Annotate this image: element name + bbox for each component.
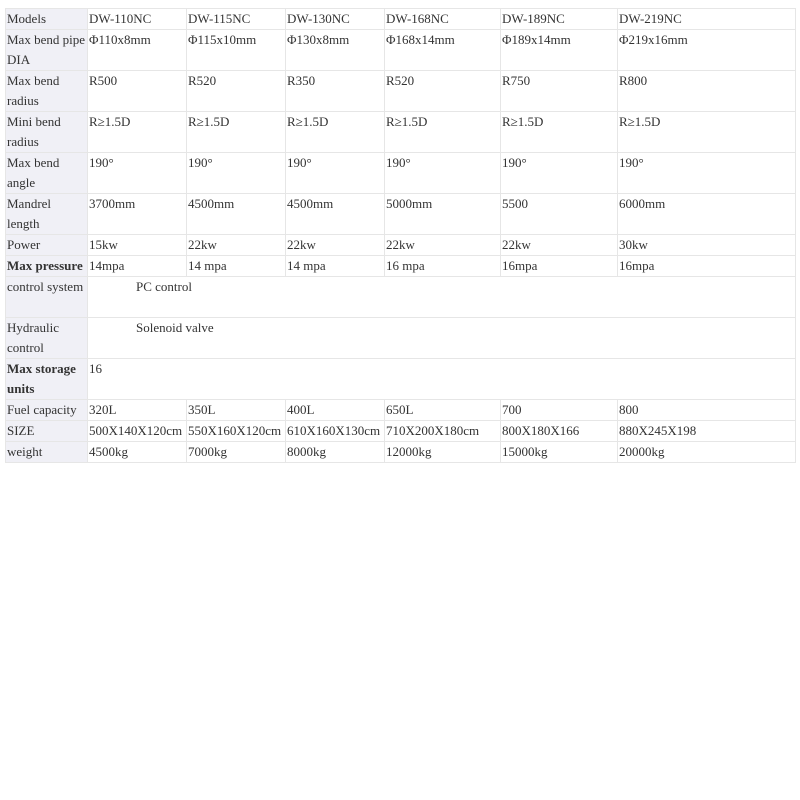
spec-table	[5, 8, 796, 463]
row-label-pressure: Max pressure	[6, 256, 88, 277]
row-label-mandrel: Mandrel length	[6, 194, 88, 235]
cell-pressure: 16mpa	[501, 256, 618, 277]
cell-weight: 4500kg	[88, 442, 187, 463]
cell-bend-radius: R800	[618, 71, 796, 112]
table-row-pressure	[6, 256, 796, 277]
table-row-power	[6, 235, 796, 256]
cell-mini-radius: R≥1.5D	[501, 112, 618, 153]
table-row-models	[6, 9, 796, 30]
cell-power: 22kw	[187, 235, 286, 256]
cell-mandrel: 5500	[501, 194, 618, 235]
cell-pipe-dia: Φ115x10mm	[187, 30, 286, 71]
cell-size: 500X140X120cm	[88, 421, 187, 442]
cell-mandrel: 3700mm	[88, 194, 187, 235]
cell-weight: 7000kg	[187, 442, 286, 463]
cell-power: 30kw	[618, 235, 796, 256]
table-row-bend-angle	[6, 153, 796, 194]
row-label-bend-angle: Max bend angle	[6, 153, 88, 194]
cell-bend-angle: 190°	[501, 153, 618, 194]
cell-size: 610X160X130cm	[286, 421, 385, 442]
cell-bend-angle: 190°	[618, 153, 796, 194]
cell-fuel: 800	[618, 400, 796, 421]
cell-bend-radius: R520	[187, 71, 286, 112]
cell-pressure: 14 mpa	[286, 256, 385, 277]
cell-mini-radius: R≥1.5D	[187, 112, 286, 153]
cell-pressure: 14 mpa	[187, 256, 286, 277]
row-label-fuel: Fuel capacity	[6, 400, 88, 421]
cell-fuel: 320L	[88, 400, 187, 421]
table-row-bend-radius	[6, 71, 796, 112]
cell-fuel: 700	[501, 400, 618, 421]
cell-power: 22kw	[385, 235, 501, 256]
cell-bend-radius: R350	[286, 71, 385, 112]
cell-fuel: 400L	[286, 400, 385, 421]
table-row-pipe-dia	[6, 30, 796, 71]
cell-weight: 12000kg	[385, 442, 501, 463]
cell-mandrel: 4500mm	[286, 194, 385, 235]
row-label-control: control system	[6, 277, 88, 318]
row-label-power: Power	[6, 235, 88, 256]
table-row-size	[6, 421, 796, 442]
row-label-models: Models	[6, 9, 88, 30]
cell-size: 550X160X120cm	[187, 421, 286, 442]
cell-bend-angle: 190°	[187, 153, 286, 194]
cell-model: DW-115NC	[187, 9, 286, 30]
cell-hydraulic: Solenoid valve	[88, 318, 796, 359]
table-row-mini-radius	[6, 112, 796, 153]
cell-mandrel: 6000mm	[618, 194, 796, 235]
cell-bend-radius: R500	[88, 71, 187, 112]
row-label-weight: weight	[6, 442, 88, 463]
row-label-hydraulic: Hydraulic control	[6, 318, 88, 359]
cell-power: 22kw	[286, 235, 385, 256]
row-label-mini-radius: Mini bend radius	[6, 112, 88, 153]
cell-fuel: 350L	[187, 400, 286, 421]
row-label-storage: Max storage units	[6, 359, 88, 400]
row-label-size: SIZE	[6, 421, 88, 442]
cell-pipe-dia: Φ168x14mm	[385, 30, 501, 71]
cell-weight: 8000kg	[286, 442, 385, 463]
cell-model: DW-189NC	[501, 9, 618, 30]
cell-storage: 16	[88, 359, 796, 400]
cell-size: 710X200X180cm	[385, 421, 501, 442]
cell-pipe-dia: Φ110x8mm	[88, 30, 187, 71]
cell-bend-radius: R520	[385, 71, 501, 112]
cell-pressure: 16 mpa	[385, 256, 501, 277]
table-row-mandrel	[6, 194, 796, 235]
cell-bend-radius: R750	[501, 71, 618, 112]
cell-pipe-dia: Φ189x14mm	[501, 30, 618, 71]
cell-mini-radius: R≥1.5D	[286, 112, 385, 153]
table-row-control	[6, 277, 796, 318]
cell-model: DW-110NC	[88, 9, 187, 30]
cell-pressure: 14mpa	[88, 256, 187, 277]
row-label-bend-radius: Max bend radius	[6, 71, 88, 112]
cell-size: 800X180X166	[501, 421, 618, 442]
cell-pressure: 16mpa	[618, 256, 796, 277]
cell-power: 15kw	[88, 235, 187, 256]
cell-mini-radius: R≥1.5D	[385, 112, 501, 153]
row-label-pipe-dia: Max bend pipe DIA	[6, 30, 88, 71]
table-row-hydraulic	[6, 318, 796, 359]
cell-pipe-dia: Φ219x16mm	[618, 30, 796, 71]
table-row-storage	[6, 359, 796, 400]
cell-pipe-dia: Φ130x8mm	[286, 30, 385, 71]
table-row-weight	[6, 442, 796, 463]
cell-power: 22kw	[501, 235, 618, 256]
cell-bend-angle: 190°	[88, 153, 187, 194]
cell-mini-radius: R≥1.5D	[618, 112, 796, 153]
cell-mini-radius: R≥1.5D	[88, 112, 187, 153]
cell-bend-angle: 190°	[385, 153, 501, 194]
cell-fuel: 650L	[385, 400, 501, 421]
cell-control: PC control	[88, 277, 796, 318]
table-row-fuel	[6, 400, 796, 421]
cell-bend-angle: 190°	[286, 153, 385, 194]
cell-mandrel: 5000mm	[385, 194, 501, 235]
cell-mandrel: 4500mm	[187, 194, 286, 235]
cell-weight: 15000kg	[501, 442, 618, 463]
cell-model: DW-168NC	[385, 9, 501, 30]
cell-size: 880X245X198	[618, 421, 796, 442]
cell-model: DW-219NC	[618, 9, 796, 30]
cell-model: DW-130NC	[286, 9, 385, 30]
cell-weight: 20000kg	[618, 442, 796, 463]
